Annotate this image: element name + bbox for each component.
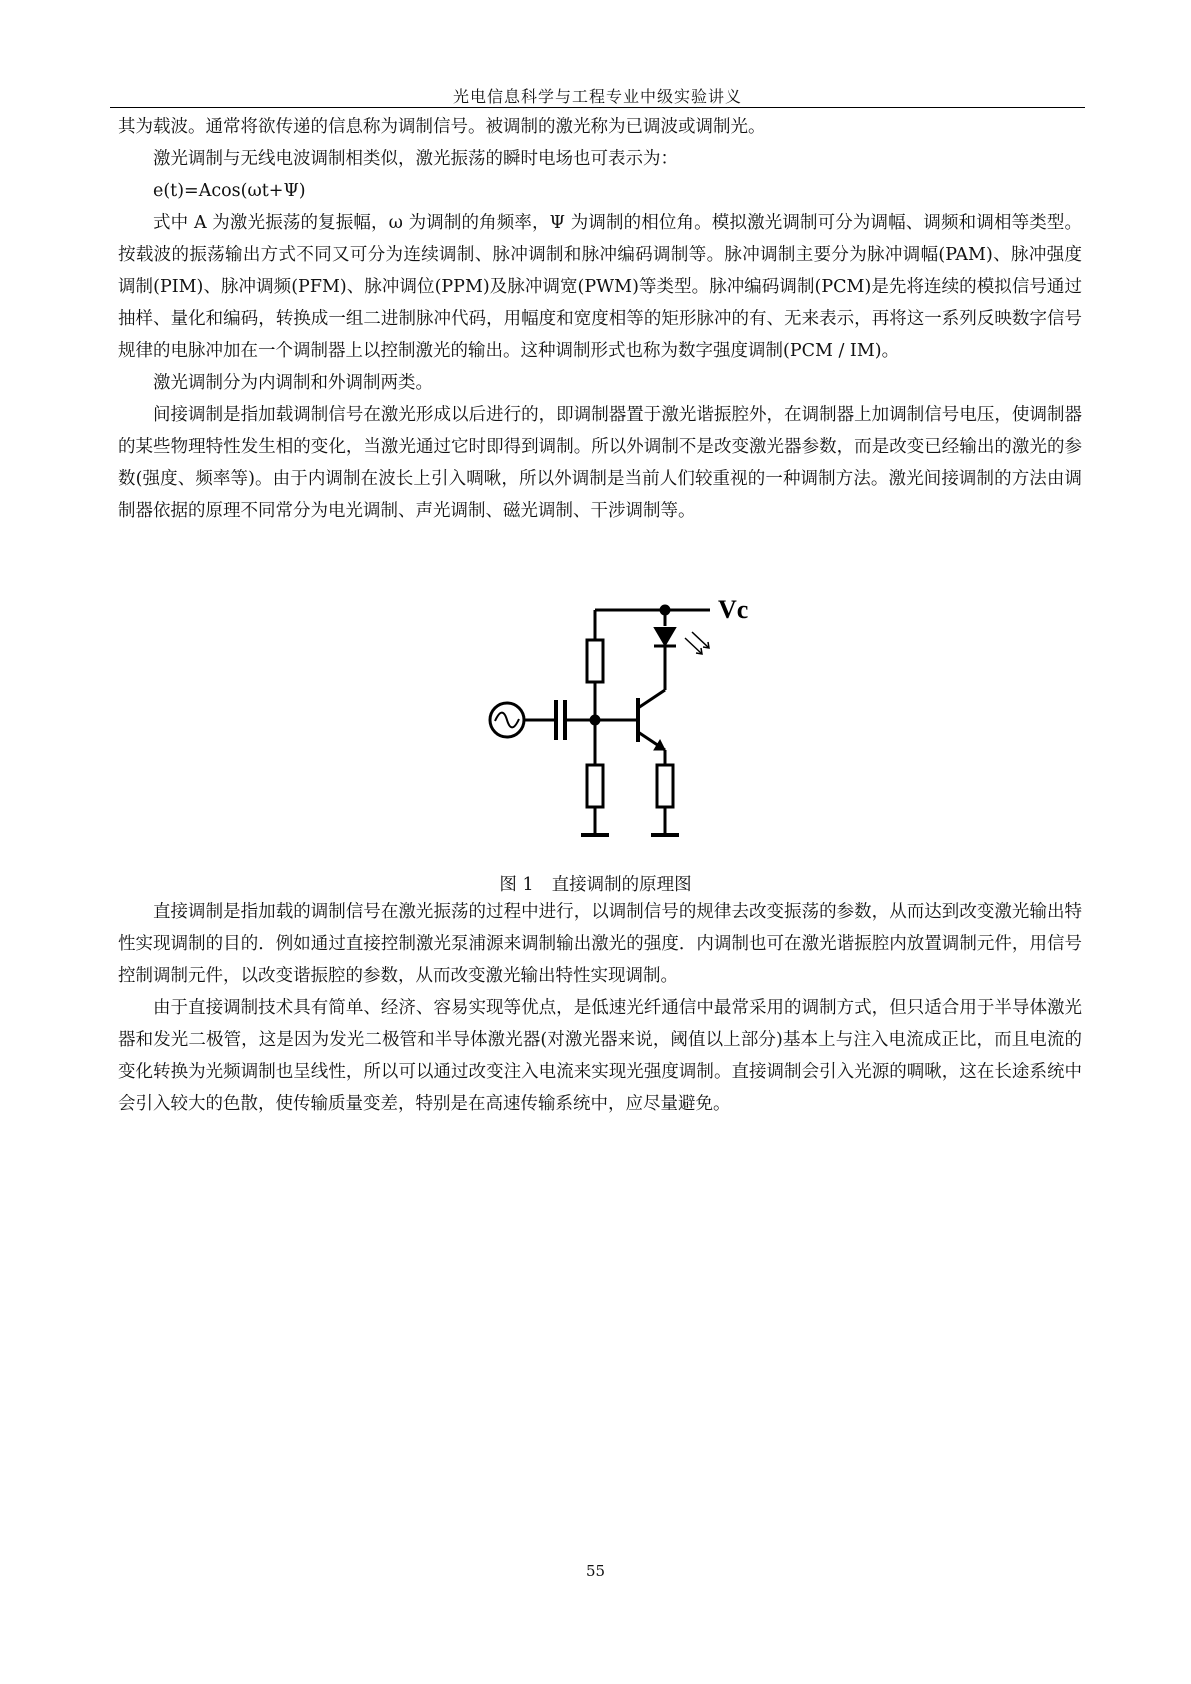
page-header-title: 光电信息科学与工程专业中级实验讲义: [452, 87, 742, 106]
text-block-bottom: [118, 896, 1082, 1120]
light-arrow: [692, 632, 709, 648]
paragraph: 间接调制是指加载调制信号在激光形成以后进行的，即调制器置于激光谐振腔外，在调制器上加调制信号电压，使调制器的某些物理特性发生相的变化，当激光通过它时即得到调制。所以外调制不是改变激光器参数，而是改变已经输出的激光的参数(强度、频率等)。由于内调制在波长上引入啁啾，所以外调制是当前人们较重视的一种调制方法。激光间接调制的方法由调制器依据的原理不同常分为电光调制、声光调制、磁光调制、干涉调制等。: [118, 405, 1082, 521]
header-rule: [110, 107, 1085, 108]
paragraph: 激光调制与无线电波调制相类似，激光振荡的瞬时电场也可表示为：: [153, 149, 678, 169]
equation: e(t)=Acos(ωt+Ψ): [153, 181, 306, 201]
led-diode-icon: [655, 628, 675, 645]
resistor-r2: [587, 765, 603, 807]
caption-title: 直接调制的原理图: [551, 875, 692, 895]
sine-icon: [495, 713, 519, 728]
page-number: 55: [585, 1562, 606, 1580]
paragraph: 由于直接调制技术具有简单、经济、容易实现等优点，是低速光纤通信中最常采用的调制方式，但只适合用于半导体激光器和发光二极管，这是因为发光二极管和半导体激光器(对激光器来说，阈值以上部分)基本上与注入电流成正比，而且电流的变化转换为光频调制也呈线性，所以可以通过改变注入电流来实现光强度调制。直接调制会引入光源的啁啾，这在长途系统中会引入较大的色散，使传输质量变差，特别是在高速传输系统中，应尽量避免。: [118, 998, 1082, 1114]
resistor-re: [657, 765, 673, 807]
paragraph: 激光调制分为内调制和外调制两类。: [153, 373, 433, 393]
paragraph: 其为载波。通常将欲传递的信息称为调制信号。被调制的激光称为已调波或调制光。: [118, 117, 766, 137]
circuit-diagram: [480, 590, 780, 850]
paragraph: 式中 A 为激光振荡的复振幅，ω 为调制的角频率，Ψ 为调制的相位角。模拟激光调制可分为调幅、调频和调相等类型。按载波的振荡输出方式不同又可分为连续调制、脉冲调制和脉冲编码调制等。脉冲调制主要分为脉冲调幅(PAM)、脉冲强度调制(PIM)、脉冲调频(PFM)、脉冲调位(PPM)及脉冲调宽(PWM)等类型。脉冲编码调制(PCM)是先将连续的模拟信号通过抽样、量化和编码，转换成一组二进制脉冲代码，用幅度和宽度相等的矩形脉冲的有、无来表示，再将这一系列反映数字信号规律的电脉冲加在一个调制器上以控制激光的输出。这种调制形式也称为数字强度调制(PCM / IM)。: [118, 213, 1082, 361]
vc-label: Vc: [718, 595, 749, 624]
paragraph: 直接调制是指加载的调制信号在激光振荡的过程中进行，以调制信号的规律去改变振荡的参数，从而达到改变激光输出特性实现调制的目的．例如通过直接控制激光泵浦源来调制输出激光的强度．内调制也可在激光谐振腔内放置调制元件，用信号控制调制元件，以改变谐振腔的参数，从而改变激光输出特性实现调制。: [118, 902, 1082, 986]
caption-number: 图 1: [499, 875, 534, 895]
light-arrow: [685, 638, 702, 654]
text-block-top: [118, 111, 1082, 527]
transistor-collector: [638, 690, 665, 708]
resistor-r1: [587, 640, 603, 682]
figure-caption: [0, 871, 1191, 896]
